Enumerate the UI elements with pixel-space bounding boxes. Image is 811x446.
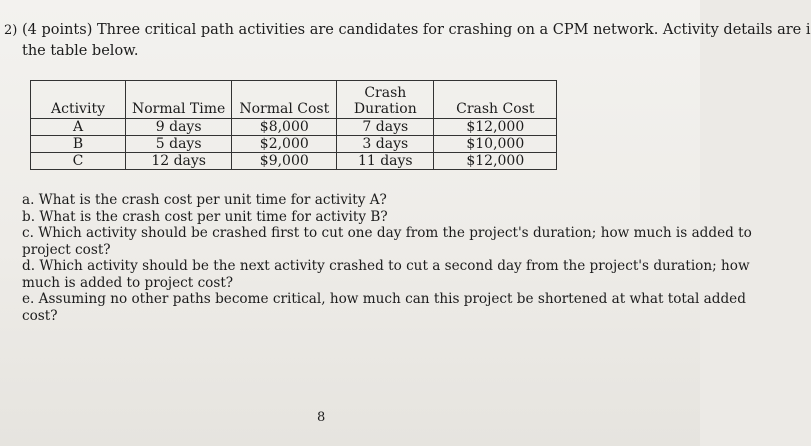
- cell-activity: C: [31, 153, 126, 170]
- table-header-row: [31, 81, 557, 119]
- question-d-continued: much is added to project cost?: [22, 274, 234, 291]
- question-number: 2): [4, 23, 18, 38]
- question-c-continued: project cost?: [22, 241, 111, 258]
- question-e-continued: cost?: [22, 307, 58, 324]
- cell-crash-cost: $10,000: [434, 136, 557, 153]
- cell-normal-cost: $8,000: [232, 119, 337, 136]
- question-b: b. What is the crash cost per unit time for activity B?: [22, 208, 388, 225]
- header-normal-cost: Normal Cost: [232, 81, 337, 119]
- header-crash-cost: Crash Cost: [434, 81, 557, 119]
- cell-normal-cost: $2,000: [232, 136, 337, 153]
- table-row: [31, 153, 557, 170]
- cell-crash-duration: 7 days: [337, 119, 434, 136]
- question-intro-text: (4 points) Three critical path activities are candidates for crashing on a CPM network. Activity details are i: [21, 22, 811, 38]
- table-row: [31, 136, 557, 153]
- question-list: [22, 192, 752, 324]
- question-intro-line: [4, 22, 811, 38]
- question-a: a. What is the crash cost per unit time for activity A?: [22, 192, 387, 208]
- activity-table: [30, 80, 557, 170]
- table-row: [31, 119, 557, 136]
- page-number: 8: [317, 410, 326, 425]
- header-activity: Activity: [31, 81, 126, 119]
- cell-crash-cost: $12,000: [434, 153, 557, 170]
- cell-normal-time: 12 days: [126, 153, 232, 170]
- cell-activity: B: [31, 136, 126, 153]
- question-intro-line-2: the table below.: [22, 43, 139, 59]
- cell-activity: A: [31, 119, 126, 136]
- header-crash-duration: Crash Duration: [337, 81, 434, 119]
- header-normal-time: Normal Time: [126, 81, 232, 119]
- question-e: e. Assuming no other paths become critical, how much can this project be shortened at what total added: [22, 291, 746, 307]
- question-c: c. Which activity should be crashed first to cut one day from the project's duration; how much is added to: [22, 225, 752, 241]
- cell-crash-duration: 3 days: [337, 136, 434, 153]
- cell-normal-time: 5 days: [126, 136, 232, 153]
- cell-crash-cost: $12,000: [434, 119, 557, 136]
- question-d: d. Which activity should be the next activity crashed to cut a second day from the project's duration; how: [22, 258, 750, 274]
- cell-normal-time: 9 days: [126, 119, 232, 136]
- cell-crash-duration: 11 days: [337, 153, 434, 170]
- cell-normal-cost: $9,000: [232, 153, 337, 170]
